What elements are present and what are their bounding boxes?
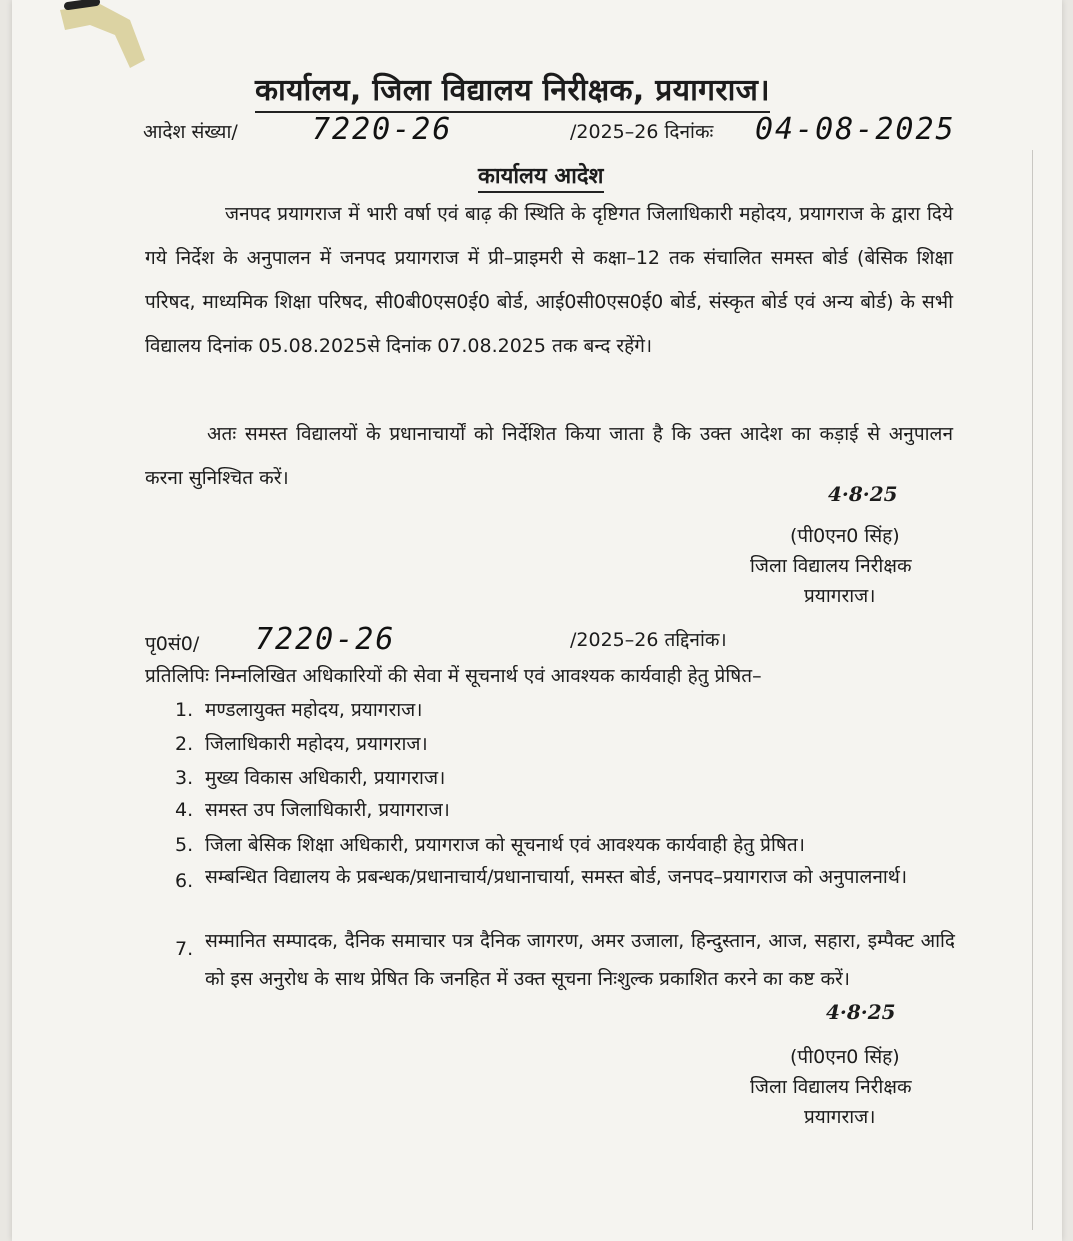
list-item bbox=[175, 795, 955, 826]
paper-clip-icon bbox=[60, 0, 150, 70]
copy-intro: प्रतिलिपिः निम्नलिखित अधिकारियों की सेवा में सूचनार्थ एवं आवश्यक कार्यवाही हेतु प्रेषित– bbox=[145, 665, 762, 687]
copy-ref-handwritten: 7220-26 bbox=[255, 622, 396, 657]
list-text: मण्डलायुक्त महोदय, प्रयागराज। bbox=[205, 699, 423, 721]
signature-1-place: प्रयागराज। bbox=[804, 585, 876, 607]
list-item bbox=[175, 695, 955, 726]
page-edge-line bbox=[1032, 150, 1033, 1230]
list-text: मुख्य विकास अधिकारी, प्रयागराज। bbox=[205, 767, 446, 789]
list-text: जिलाधिकारी महोदय, प्रयागराज। bbox=[205, 733, 428, 755]
signature-2-designation: जिला विद्यालय निरीक्षक bbox=[750, 1076, 912, 1098]
list-number: 4. bbox=[175, 799, 194, 821]
signature-2-place: प्रयागराज। bbox=[804, 1106, 876, 1128]
list-text: समस्त उप जिलाधिकारी, प्रयागराज। bbox=[205, 799, 450, 821]
signature-1-initial: 4·8·25 bbox=[828, 482, 898, 506]
list-number: 7. bbox=[175, 938, 194, 960]
order-date-handwritten: 04-08-2025 bbox=[755, 112, 956, 147]
order-paragraph-2: अतः समस्त विद्यालयों के प्रधानाचार्यों को निर्देशित किया जाता है कि उक्त आदेश का कड़ाई से अनुपालन करना सुनिश्चित करें। bbox=[145, 423, 953, 489]
signature-1-designation: जिला विद्यालय निरीक्षक bbox=[750, 555, 912, 577]
list-text: सम्बन्धित विद्यालय के प्रबन्धक/प्रधानाचार्य/प्रधानाचार्या, समस्त बोर्ड, जनपद–प्रयागराज को अनुपालनार्थ। bbox=[205, 866, 908, 888]
list-number: 2. bbox=[175, 733, 194, 755]
order-heading: कार्यालय आदेश bbox=[478, 160, 604, 193]
year-date-label: /2025–26 दिनांकः bbox=[570, 121, 714, 143]
list-item bbox=[175, 830, 955, 861]
list-text: जिला बेसिक शिक्षा अधिकारी, प्रयागराज को सूचनार्थ एवं आवश्यक कार्यवाही हेतु प्रेषित। bbox=[205, 834, 805, 856]
list-number: 3. bbox=[175, 767, 194, 789]
list-item bbox=[175, 866, 955, 897]
order-number-handwritten: 7220-26 bbox=[312, 112, 453, 147]
list-number: 6. bbox=[175, 870, 194, 892]
order-paragraph-1: जनपद प्रयागराज में भारी वर्षा एवं बाढ़ की स्थिति के दृष्टिगत जिलाधिकारी महोदय, प्रयागराज के द्वारा दिये गये निर्देश के अनुपालन में जनपद प्रयागराज में प्री–प्राइमरी से कक्षा–12 तक संचालित समस्त बोर्ड (बेसिक शिक्षा परिषद, माध्यमिक शिक्षा परिषद, सी0बी0एस0ई0 बोर्ड, आई0सी0एस0ई0 बोर्ड, संस्कृत बोर्ड एवं अन्य बोर्ड) के सभी विद्यालय दिनांक 05.08.2025से दिनांक 07.08.2025 तक बन्द रहेंगे। bbox=[145, 203, 953, 357]
order-number-label: आदेश संख्या/ bbox=[143, 121, 238, 143]
list-number: 1. bbox=[175, 699, 194, 721]
list-item bbox=[175, 930, 955, 990]
office-title: कार्यालय, जिला विद्यालय निरीक्षक, प्रयागराज। bbox=[255, 68, 770, 113]
copy-year-date-label: /2025–26 तद्दिनांक। bbox=[570, 629, 727, 651]
list-text: सम्मानित सम्पादक, दैनिक समाचार पत्र दैनिक जागरण, अमर उजाला, हिन्दुस्तान, आज, सहारा, इम्पैक्ट आदि को इस अनुरोध के साथ प्रेषित कि जनहित में उक्त सूचना निःशुल्क प्रकाशित करने का कष्ट करें। bbox=[205, 930, 955, 990]
list-item bbox=[175, 729, 955, 760]
copy-ref-label: पृ0सं0/ bbox=[145, 633, 200, 655]
list-number: 5. bbox=[175, 834, 194, 856]
signature-2-name: (पी0एन0 सिंह) bbox=[790, 1046, 900, 1068]
list-item bbox=[175, 763, 955, 794]
signature-1-name: (पी0एन0 सिंह) bbox=[790, 525, 900, 547]
signature-2-initial: 4·8·25 bbox=[826, 1000, 896, 1024]
